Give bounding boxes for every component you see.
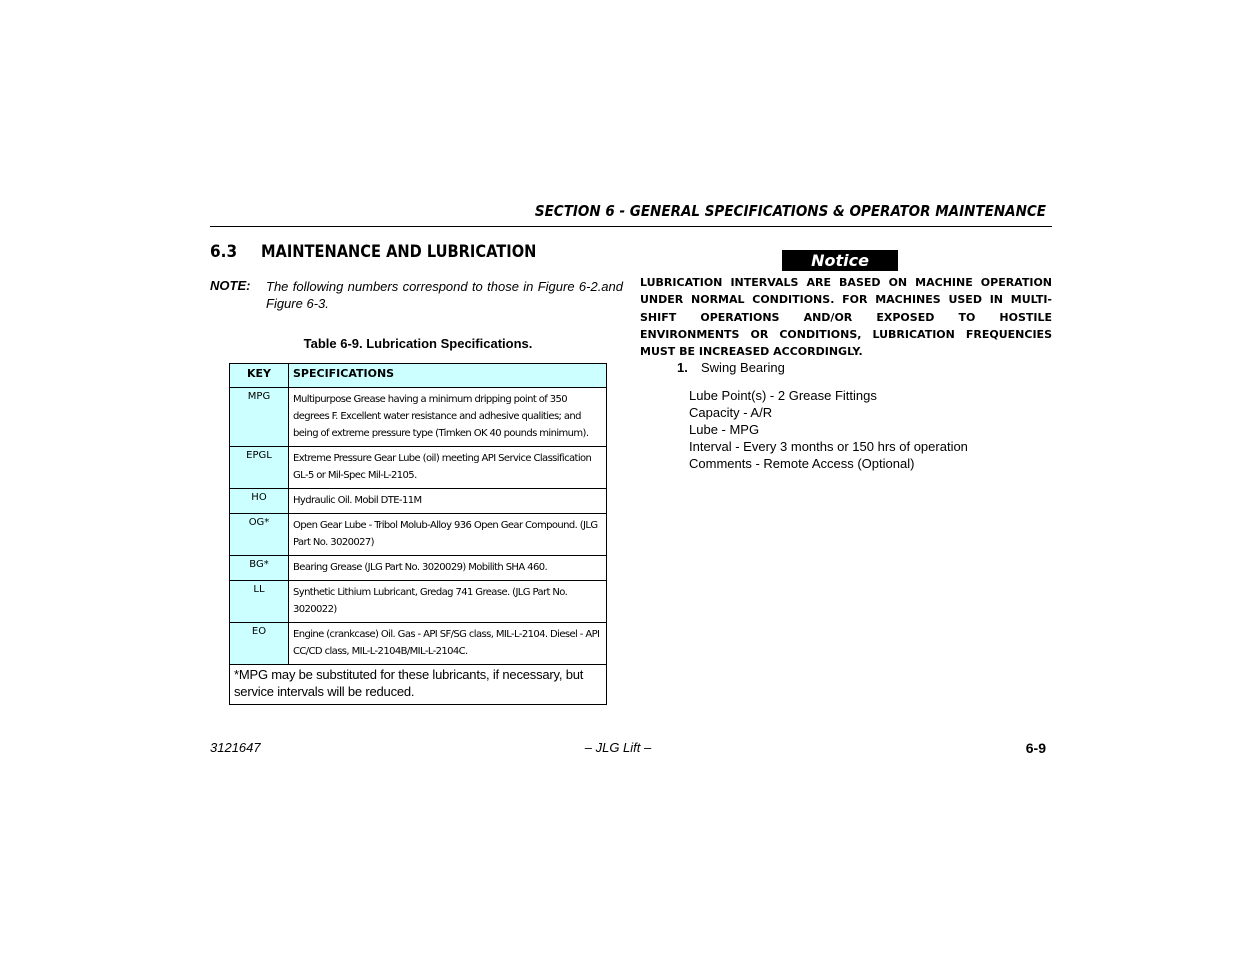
detail-lube-points: Lube Point(s) - 2 Grease Fittings [689, 388, 877, 403]
row-key: EPGL [230, 447, 289, 489]
detail-lube: Lube - MPG [689, 422, 760, 437]
table-caption: Table 6-9. Lubrication Specifications. [303, 336, 533, 351]
footer-page-number: 6-9 [1025, 740, 1046, 756]
table-row [230, 556, 607, 581]
table-row [230, 489, 607, 514]
footer-doc-number: 3121647 [210, 740, 261, 755]
table-footnote-row [230, 665, 607, 705]
section-header: SECTION 6 - GENERAL SPECIFICATIONS & OPERATOR MAINTENANCE [534, 202, 1046, 220]
row-spec: Hydraulic Oil. Mobil DTE-11M [289, 489, 607, 514]
table-header-row [230, 364, 607, 388]
notice-text: LUBRICATION INTERVALS ARE BASED ON MACHINE OPERATION UNDER NORMAL CONDITIONS. FOR MACHINES USED IN MULTI-SHIFT OPERATIONS AND/OR EXPOSED TO HOSTILE ENVIRONMENTS OR CONDITIONS, LUBRICATION FREQUENCIES MUST BE INCREASED ACCORDINGLY. [640, 276, 1052, 359]
row-key: OG* [230, 514, 289, 556]
detail-interval: Interval - Every 3 months or 150 hrs of operation [689, 439, 968, 454]
header-divider [210, 226, 1052, 227]
note-text: The following numbers correspond to those in Figure 6-2.and Figure 6-3. [266, 279, 623, 311]
detail-comments: Comments - Remote Access (Optional) [689, 456, 915, 471]
note-label: NOTE: [210, 278, 251, 293]
table-row [230, 447, 607, 489]
row-key: MPG [230, 388, 289, 447]
row-spec: Synthetic Lithium Lubricant, Gredag 741 Grease. (JLG Part No. 3020022) [289, 581, 607, 623]
row-spec: Bearing Grease (JLG Part No. 3020029) Mobilith SHA 460. [289, 556, 607, 581]
row-spec: Multipurpose Grease having a minimum dripping point of 350 degrees F. Excellent water resistance and adhesive qualities; and being of extreme pressure type (Timken OK 40 pounds minimum). [289, 388, 607, 447]
row-key: LL [230, 581, 289, 623]
header-key: KEY [230, 364, 289, 388]
detail-capacity: Capacity - A/R [689, 405, 773, 420]
row-key: BG* [230, 556, 289, 581]
item-title: Swing Bearing [701, 360, 785, 375]
row-key: EO [230, 623, 289, 665]
row-spec: Extreme Pressure Gear Lube (oil) meeting API Service Classification GL-5 or Mil-Spec Mil-L-2105. [289, 447, 607, 489]
footer-center: – JLG Lift – [584, 740, 652, 755]
table-footnote: *MPG may be substituted for these lubricants, if necessary, but service intervals will be reduced. [230, 665, 607, 705]
row-spec: Open Gear Lube - Tribol Molub-Alloy 936 Open Gear Compound. (JLG Part No. 3020027) [289, 514, 607, 556]
item-number: 1. [677, 360, 688, 375]
table-row [230, 388, 607, 447]
table-row [230, 581, 607, 623]
section-title: MAINTENANCE AND LUBRICATION [261, 242, 537, 262]
table-row [230, 514, 607, 556]
table-row [230, 623, 607, 665]
notice-banner: Notice [782, 250, 898, 271]
item-details [689, 387, 968, 472]
row-spec: Engine (crankcase) Oil. Gas - API SF/SG class, MIL-L-2104. Diesel - API CC/CD class, MIL-L-2104B/MIL-L-2104C. [289, 623, 607, 665]
row-key: HO [230, 489, 289, 514]
header-specifications: SPECIFICATIONS [289, 364, 607, 388]
section-number: 6.3 [210, 242, 238, 262]
lubrication-spec-table [229, 363, 607, 705]
